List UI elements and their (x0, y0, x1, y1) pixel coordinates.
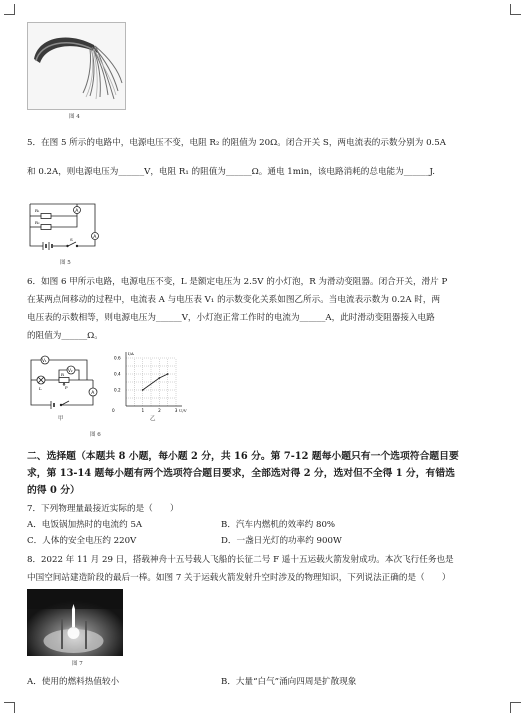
question-6-line-1: 6．如图 6 甲所示电路，电源电压不变，L 是额定电压为 2.5V 的小灯泡，R 为滑动变阻器。闭合开关，滑片 P (27, 277, 448, 287)
figure-4-caption: 图 4 (69, 114, 80, 120)
question-6-line-3: 电压表的示数相等，则电源电压为______V，小灯泡正常工作时的电流为______A，此时滑动变阻器接入电路 (27, 313, 435, 323)
circuit-diagram-5 (27, 198, 103, 254)
figure-7-photo (27, 589, 123, 656)
svg-text:R₂: R₂ (35, 220, 40, 225)
corner-mark-bottom-right (510, 702, 521, 713)
x-tick-label: 2 (158, 408, 161, 413)
corner-mark-top-left (4, 4, 15, 15)
y-tick-label: 0.6 (114, 355, 121, 361)
question-7-stem: 7．下列物理量最接近实际的是（ ） (27, 504, 179, 514)
resistor-r1 (41, 214, 51, 219)
figure-6b-label: 乙 (150, 416, 156, 422)
y-tick-label: 0.4 (114, 371, 121, 377)
circuit-diagram-6a (27, 350, 99, 410)
svg-text:R₁: R₁ (35, 208, 40, 213)
x-axis-label: U/V (179, 408, 187, 413)
data-point (142, 389, 144, 391)
data-point (158, 377, 160, 379)
svg-text:P: P (65, 385, 68, 390)
question-7-option-c: C．人体的安全电压约 220V (27, 536, 137, 546)
figure-5-circuit (27, 198, 103, 254)
figure-7-caption: 图 7 (72, 661, 83, 667)
fiber-bundle-image (28, 23, 125, 109)
battery-icon (43, 242, 52, 250)
figure-6b-graph (112, 350, 190, 416)
corner-mark-top-right (510, 4, 521, 15)
rocket-launch-image (27, 589, 123, 656)
iu-graph (112, 350, 190, 416)
question-6-line-2: 在某两点间移动的过程中，电流表 A 与电压表 V₁ 的示数变化关系如图乙所示。当电流表示数为 0.2A 时，两 (27, 295, 441, 305)
svg-text:L: L (39, 386, 42, 391)
figure-4-photo (27, 22, 126, 110)
rheostat-r (59, 378, 69, 383)
figure-6a-circuit (27, 350, 99, 410)
question-7-option-a: A．电饭锅加热时的电流约 5A (27, 520, 143, 530)
svg-text:A: A (93, 234, 97, 240)
figure-6a-label: 甲 (58, 416, 64, 422)
question-8-line-2: 中国空间站建造阶段的最后一棒。如图 7 关于运载火箭发射升空时涉及的物理知识，下列说法正确的是（ ） (27, 573, 451, 583)
y-tick-label: 0.2 (114, 387, 121, 393)
x-tick-label: 3 (174, 408, 178, 413)
origin-label: 0 (112, 408, 115, 413)
figure-6-caption: 图 6 (90, 432, 101, 438)
svg-text:R: R (61, 372, 65, 377)
question-5-line-1: 5．在图 5 所示的电路中，电源电压不变，电阻 R₂ 的阻值为 20Ω。闭合开关 S，两电流表的示数分别为 0.5A (27, 138, 446, 148)
question-6-line-4: 的阻值为______Ω。 (27, 331, 103, 341)
y-axis-label: I/A (128, 351, 134, 356)
section-2-heading-line-2: 求，第 13-14 题每小题有两个选项符合题目要求，全部选对得 2 分，选对但不全得 1 分，有错选 (27, 468, 455, 479)
question-5-line-2: 和 0.2A，则电源电压为______V，电阻 R₁ 的阻值为______Ω。通电 1min，该电路消耗的总电能为______J. (27, 167, 436, 177)
section-2-heading-line-1: 二、选择题（本题共 8 小题，每小题 2 分，共 16 分。第 7-12 题每小题只有一个选项符合题目要 (27, 451, 459, 462)
battery-icon (51, 401, 54, 409)
data-point (167, 373, 169, 375)
svg-text:A: A (75, 208, 79, 214)
question-8-option-a: A．使用的燃料热值较小 (27, 677, 120, 687)
question-7-option-d: D．一盏日光灯的功率约 900W (221, 536, 342, 546)
question-8-option-b: B．大量“白气”涌向四周是扩散现象 (221, 677, 357, 687)
section-2-heading-line-3: 的得 0 分） (27, 485, 80, 496)
corner-mark-bottom-left (4, 702, 15, 713)
svg-text:V₁: V₁ (42, 358, 47, 363)
figure-5-caption: 图 5 (60, 260, 71, 266)
svg-text:V₂: V₂ (68, 368, 73, 373)
switch-icon (67, 242, 78, 247)
svg-text:S: S (70, 237, 73, 242)
question-8-line-1: 8．2022 年 11 月 29 日，搭载神舟十五号载人飞船的长征二号 F 遥十五运载火箭发射成功。本次飞行任务也是 (27, 555, 454, 565)
question-7-option-b: B．汽车内燃机的效率约 80% (221, 520, 336, 530)
x-tick-label: 1 (141, 408, 145, 413)
svg-text:A: A (91, 391, 95, 396)
lamp-icon (37, 376, 45, 384)
resistor-r2 (41, 225, 51, 230)
